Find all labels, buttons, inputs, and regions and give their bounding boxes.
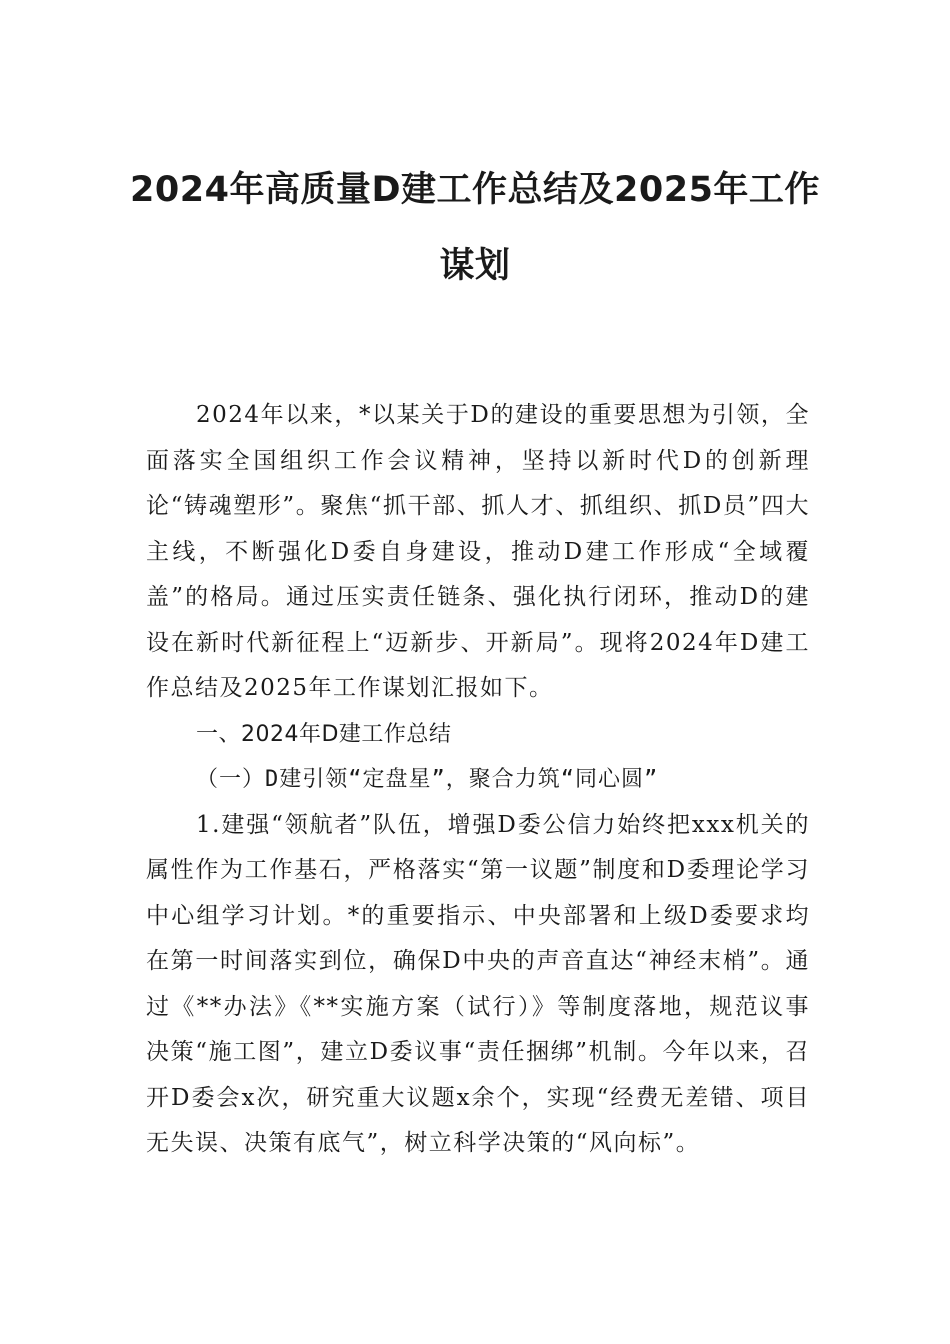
section-heading: 一、2024年D建工作总结 bbox=[196, 721, 452, 747]
intro-paragraph: 2024年以来，*以某关于D的建设的重要思想为引领，全面落实全国组织工作会议精神，坚持以新时代D的创新理论“铸魂塑形”。聚焦“抓干部、抓人才、抓组织、抓D员”四大主线，不断强化D委自身建设，推动D建工作形成“全域覆盖”的格局。通过压实责任链条、强化执行闭环，推动D的建设在新时代新征程上“迈新步、开新局”。现将2024年D建工作总结及2025年工作谋划汇报如下。 bbox=[146, 402, 810, 701]
document-title bbox=[120, 152, 830, 304]
title-line-1: 2024年高质量D建工作总结及2025年工作 bbox=[130, 170, 820, 210]
subsection-heading: （一）D建引领“定盘星”，聚合力筑“同心圆” bbox=[196, 767, 659, 792]
body-paragraph: 1.建强“领航者”队伍，增强D委公信力始终把xxx机关的属性作为工作基石，严格落实“第一议题”制度和D委理论学习中心组学习计划。*的重要指示、中央部署和上级D委要求均在第一时间落实到位，确保D中央的声音直达“神经末梢”。通过《**办法》《**实施方案（试行）》等制度落地，规范议事决策“施工图”，建立D委议事“责任捆绑”机制。今年以来，召开D委会x次，研究重大议题x余个，实现“经费无差错、项目无失误、决策有底气”，树立科学决策的“风向标”。 bbox=[146, 811, 810, 1156]
document-body bbox=[146, 393, 810, 1167]
title-line-2: 谋划 bbox=[439, 246, 511, 286]
